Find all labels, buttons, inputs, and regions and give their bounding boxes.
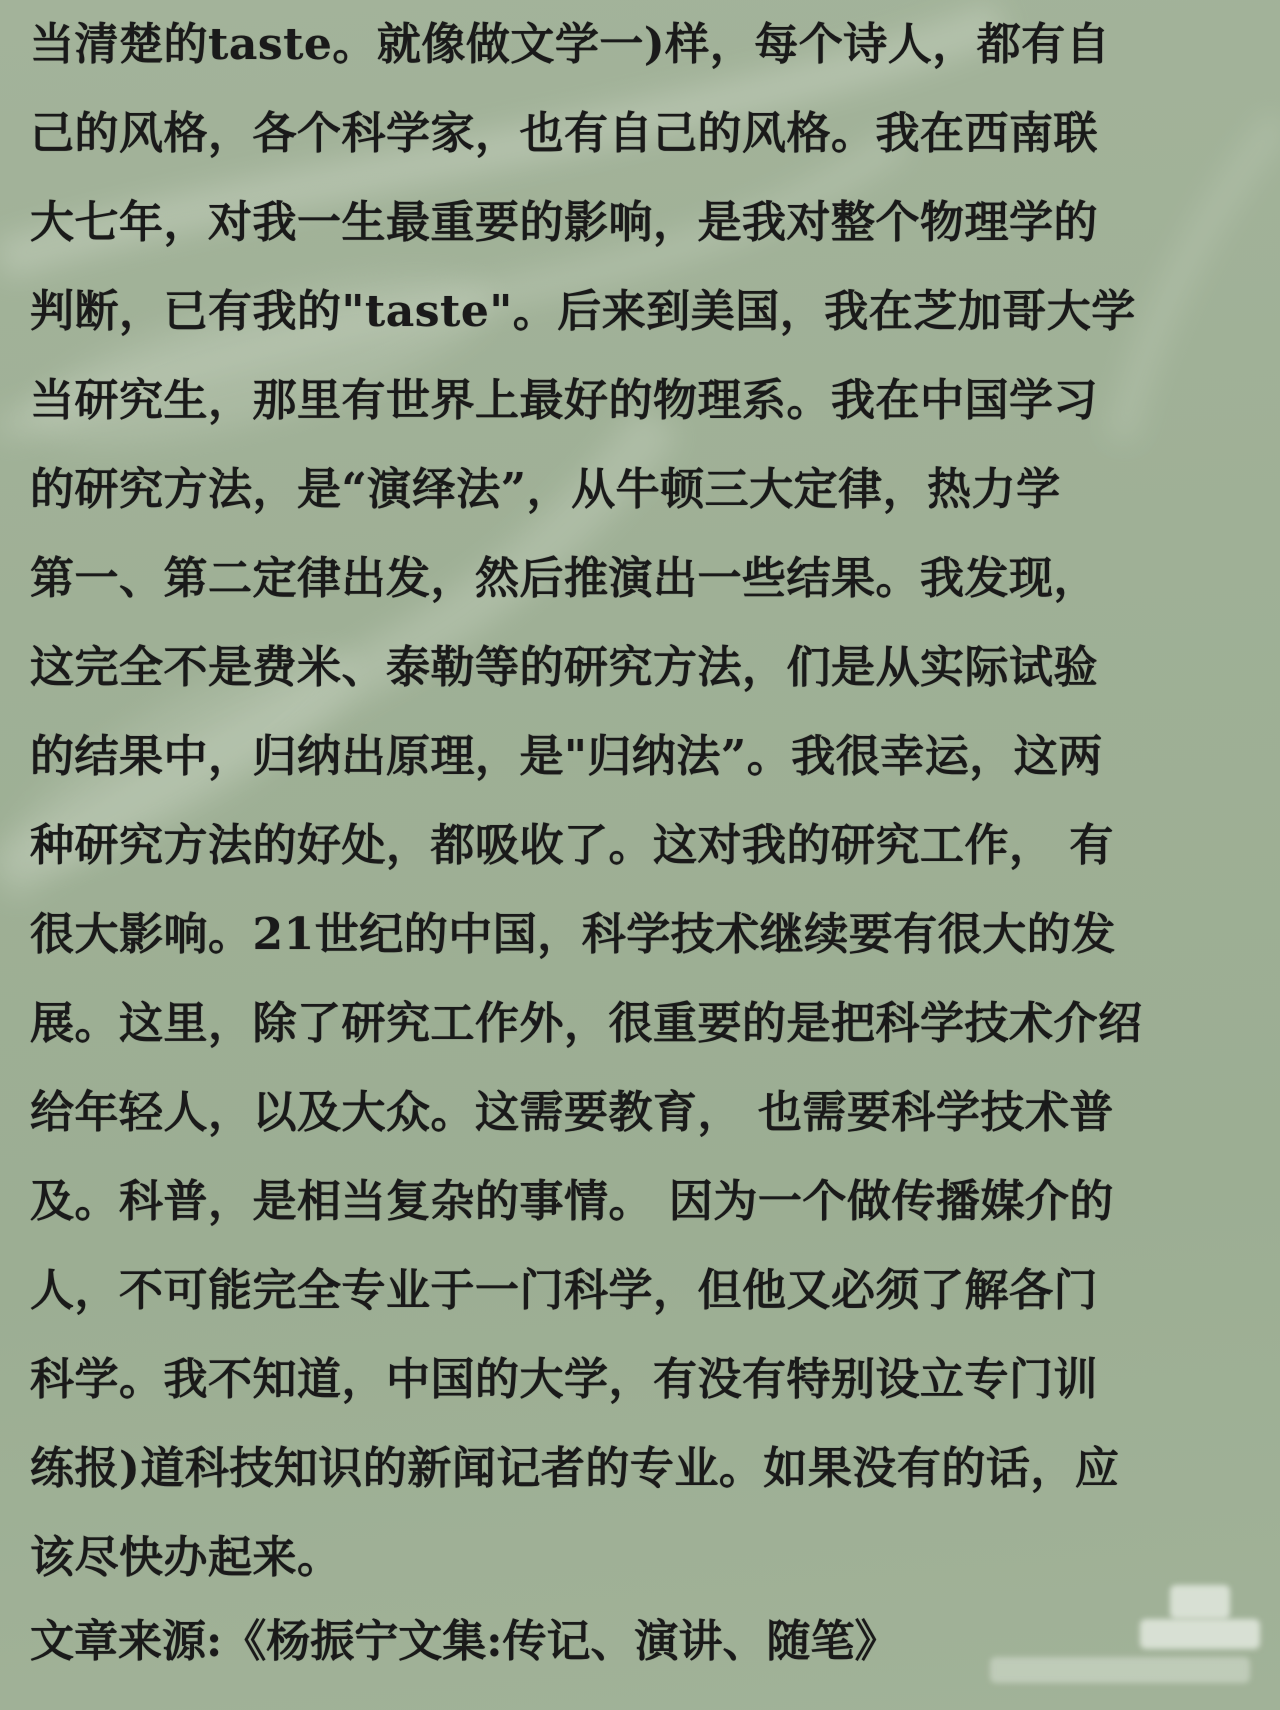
article-line: 及。科普，是相当复杂的事情。 因为一个做传播媒介的: [30, 1176, 1114, 1227]
article-line: 的结果中，归纳出原理，是"归纳法”。我很幸运，这两: [30, 731, 1103, 782]
article-source: 文章来源:《杨振宁文集:传记、演讲、随笔》: [30, 1616, 899, 1667]
article-line: 判断，已有我的"taste"。后来到美国，我在芝加哥大学: [30, 286, 1136, 337]
article-line: 科学。我不知道，中国的大学，有没有特别设立专门训: [30, 1354, 1098, 1405]
article-line: 给年轻人，以及大众。这需要教育， 也需要科学技术普: [30, 1087, 1114, 1138]
article-line: 人，不可能完全专业于一门科学，但他又必须了解各门: [30, 1265, 1098, 1316]
article-line: 这完全不是费米、泰勒等的研究方法，们是从实际试验: [30, 642, 1098, 693]
article-line: 很大影响。21世纪的中国，科学技术继续要有很大的发: [30, 909, 1116, 960]
article-line: 当清楚的taste。就像做文学一)样，每个诗人，都有自: [30, 19, 1111, 70]
article-line: 种研究方法的好处，都吸收了。这对我的研究工作， 有: [30, 820, 1114, 871]
article-line: 己的风格，各个科学家，也有自己的风格。我在西南联: [30, 108, 1098, 159]
article-line: 第一、第二定律出发，然后推演出一些结果。我发现，: [30, 553, 1098, 604]
article-line: 练报)道科技知识的新闻记者的专业。如果没有的话，应: [30, 1443, 1120, 1494]
article-line: 大七年，对我一生最重要的影响，是我对整个物理学的: [30, 197, 1098, 248]
article-body: [30, 0, 1265, 1602]
article-line: 当研究生，那里有世界上最好的物理系。我在中国学习: [30, 375, 1098, 426]
article-line: 展。这里，除了研究工作外，很重要的是把科学技术介绍: [30, 998, 1143, 1049]
article-line: 的研究方法，是“演绎法”，从牛顿三大定律，热力学: [30, 464, 1061, 515]
article-line: 该尽快办起来。: [30, 1532, 342, 1583]
